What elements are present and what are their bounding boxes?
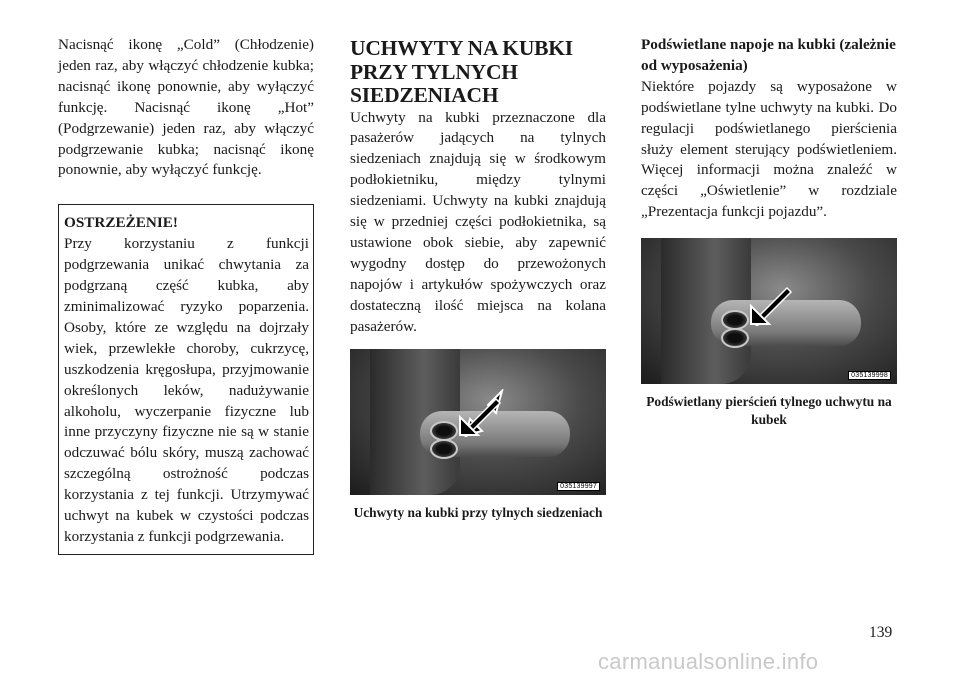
right-column — [641, 0, 897, 429]
subsection-paragraph: Niektóre pojazdy są wyposażone w podświetlane tylne uchwyty na kubki. Do regulacji podświetlanego pierścienia służy element sterujący podświetleniem. Więcej informacji można znaleźć w części „Oświetlenie” w rozdziale „Prezentacja funkcji pojazdu”. — [641, 77, 897, 221]
left-column — [58, 0, 314, 555]
illuminated-cupholder-photo — [641, 238, 897, 384]
rear-cupholder-photo — [350, 349, 606, 495]
pointer-arrow-icon — [747, 278, 795, 326]
warning-title: OSTRZEŻENIE! — [64, 214, 178, 232]
section-heading: UCHWYTY NA KUBKI PRZY TYLNYCH SIEDZENIACH — [350, 36, 573, 107]
warning-box — [58, 204, 314, 555]
middle-column — [350, 0, 606, 522]
page-number: 139 — [869, 624, 893, 641]
warning-text: Przy korzystaniu z funkcji podgrzewania unikać chwytania za podgrzaną część kubka, aby zminimalizować ryzyko poparzenia. Osoby, które ze względu na dojrzały wiek, przewlekłe choroby, cukrzycę, uszkodzenia kręgosłupa, przyjmowanie określonych leków, nadużywanie alkoholu, wyczerpanie fizyczne lub inne przyczyny fizyczne nie są w stanie odczuwać bólu skóry, muszą zachować szczególną ostrożność podczas korzystania z tej funkcji. Utrzymywać uchwyt na kubek w czystości podczas korzystania z funkcji podgrzewania. — [64, 235, 309, 545]
intro-paragraph: Nacisnąć ikonę „Cold” (Chłodzenie) jeden raz, aby włączyć chłodzenie kubka; nacisnąć ikonę ponownie, aby wyłączyć funkcję. Nacisnąć ikonę „Hot” (Podgrzewanie) jeden raz, aby włączyć podgrzewanie kubka; nacisnąć ikonę ponownie, aby wyłączyć funkcję. — [58, 36, 314, 179]
subsection-heading: Podświetlane napoje na kubki (zależnie od wyposażenia) — [641, 36, 896, 74]
photo-code: 035139997 — [557, 482, 600, 491]
section-paragraph: Uchwyty na kubki przeznaczone dla pasażerów jadących na tylnych siedzeniach znajdują się w środkowym podłokietniku, między tylnymi siedzeniami. Uchwyty na kubki znajdują się w przedniej części podłokietnika, są ustawione obok siebie, aby zapewnić wygodny dostęp do przewożonych napojów i artykułów spożywczych oraz dostateczną ilość miejsca na kolana pasażerów. — [350, 108, 606, 335]
photo-caption: Uchwyty na kubki przy tylnych siedzeniach — [353, 505, 603, 521]
watermark: carmanualsonline.info — [598, 649, 819, 674]
photo-caption: Podświetlany pierścień tylnego uchwytu na kubek — [646, 394, 892, 428]
photo-code: 035139998 — [848, 371, 891, 380]
pointer-arrow-icon — [456, 389, 504, 437]
